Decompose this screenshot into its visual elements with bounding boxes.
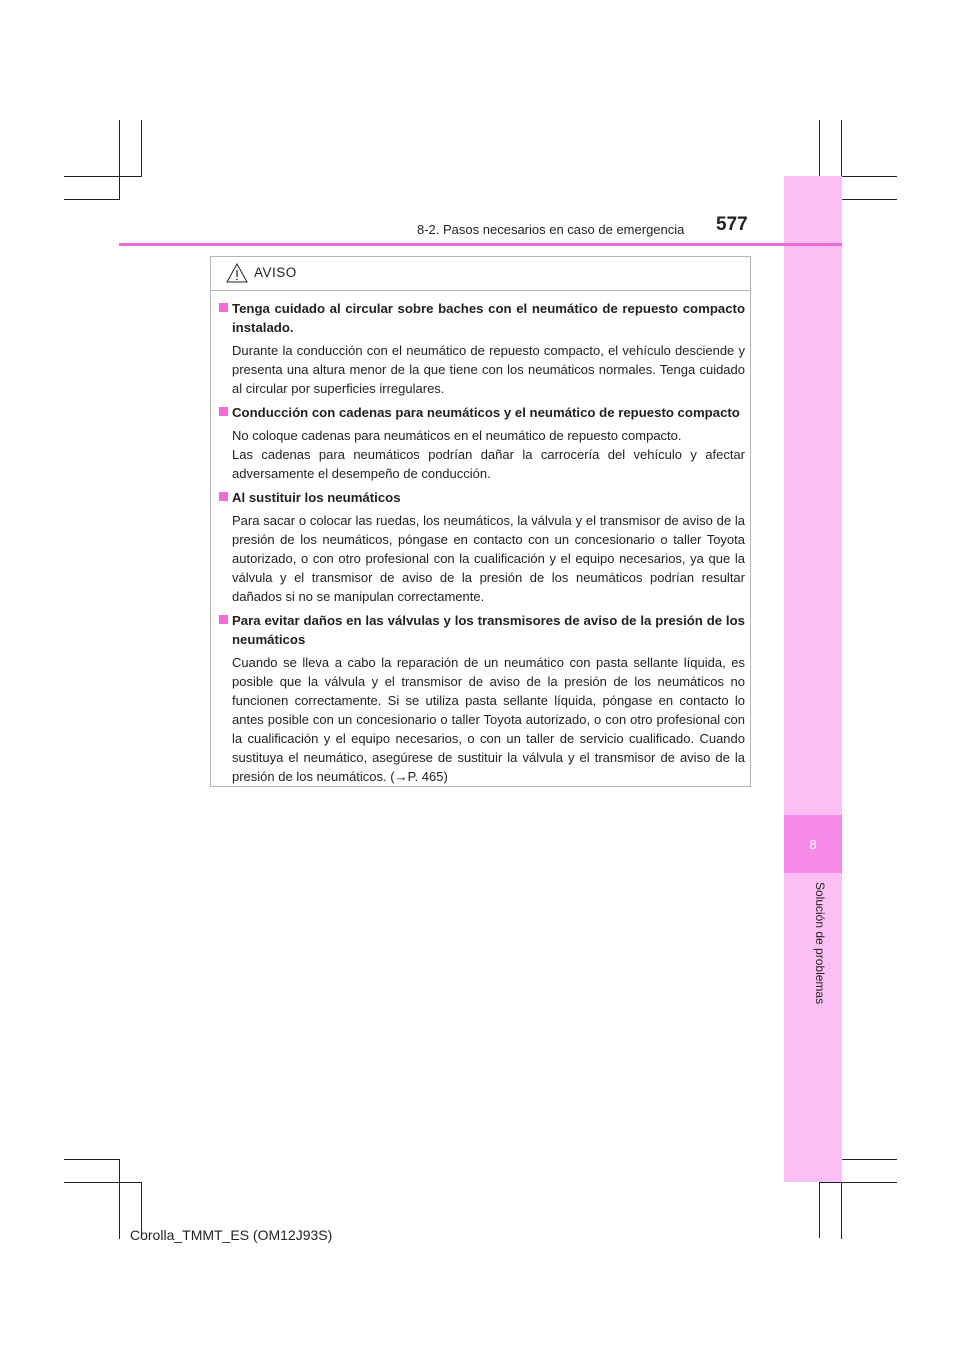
crop-mark xyxy=(64,199,120,200)
crop-mark xyxy=(819,120,820,176)
chapter-number: 8 xyxy=(809,836,817,852)
warning-triangle-icon xyxy=(226,263,248,288)
crop-mark xyxy=(64,176,142,177)
page-number: 577 xyxy=(716,214,748,235)
square-bullet-icon xyxy=(219,492,228,501)
crop-mark xyxy=(841,1159,897,1160)
warning-item-text: Durante la conducción con el neumático de repuesto compacto, el vehículo desciende y presenta una altura menor de la que tiene con los neumáticos normales. Tenga cuidado al circular por superficies irregulares. xyxy=(232,343,745,396)
crop-mark xyxy=(141,120,142,176)
warning-item-text: Para sacar o colocar las ruedas, los neumáticos, la válvula y el transmisor de aviso de la presión de los neumáticos, póngase en contacto con un concesionario o taller Toyota autorizado, o con otro profesional con la cualificación y el equipo necesarios, ya que la válvula y el transmisor de aviso de la presión de los neumáticos podrían resultar dañados si no se manipulan correctamente. xyxy=(232,513,745,604)
warning-item xyxy=(219,299,745,398)
crop-mark xyxy=(841,176,897,177)
warning-label: AVISO xyxy=(254,265,297,280)
warning-item xyxy=(219,403,745,483)
square-bullet-icon xyxy=(219,303,228,312)
warning-item-title: Al sustituir los neumáticos xyxy=(219,488,745,507)
warning-body xyxy=(219,299,745,791)
chapter-side-tab xyxy=(784,176,842,1182)
header-rule xyxy=(119,243,842,246)
chapter-number-box xyxy=(784,815,842,873)
crop-mark xyxy=(119,120,120,200)
warning-item-title: Para evitar daños en las válvulas y los transmisores de aviso de la presión de los neumáticos xyxy=(219,611,745,649)
crop-mark xyxy=(64,1159,120,1160)
crop-mark xyxy=(841,199,897,200)
warning-item-text: No coloque cadenas para neumáticos en el neumático de repuesto compacto. Las cadenas para neumáticos podrían dañar la carrocería del vehículo y afectar adversamente el desempeño de conducción. xyxy=(232,428,745,481)
warning-header xyxy=(211,257,750,291)
square-bullet-icon xyxy=(219,615,228,624)
crop-mark xyxy=(819,1182,897,1183)
crop-mark xyxy=(64,1182,142,1183)
crop-mark xyxy=(819,1182,820,1238)
section-title: 8-2. Pasos necesarios en caso de emergencia xyxy=(417,222,685,237)
warning-item xyxy=(219,488,745,606)
warning-item-title: Tenga cuidado al circular sobre baches con el neumático de repuesto compacto instalado. xyxy=(219,299,745,337)
warning-item-text: Cuando se lleva a cabo la reparación de un neumático con pasta sellante líquida, es posible que la válvula y el transmisor de aviso de la presión de los neumáticos no funcionen correctamente. Si se utiliza pasta sellante líquida, póngase en contacto lo antes posible con un concesionario o taller Toyota autorizado, o con otro profesional con la cualificación y el equipo necesarios, o con un taller de servicio cualificado. Cuando sustituya el neumático, asegúrese de sustituir la válvula y el transmisor de aviso de la presión de los neumáticos. (→P. 465) xyxy=(232,655,745,784)
warning-item xyxy=(219,611,745,786)
document-id: Corolla_TMMT_ES (OM12J93S) xyxy=(130,1227,333,1243)
crop-mark xyxy=(119,1159,120,1239)
warning-item-title: Conducción con cadenas para neumáticos y el neumático de repuesto compacto xyxy=(219,403,745,422)
chapter-title: Solución de problemas xyxy=(813,882,827,1005)
warning-box xyxy=(210,256,751,787)
square-bullet-icon xyxy=(219,407,228,416)
